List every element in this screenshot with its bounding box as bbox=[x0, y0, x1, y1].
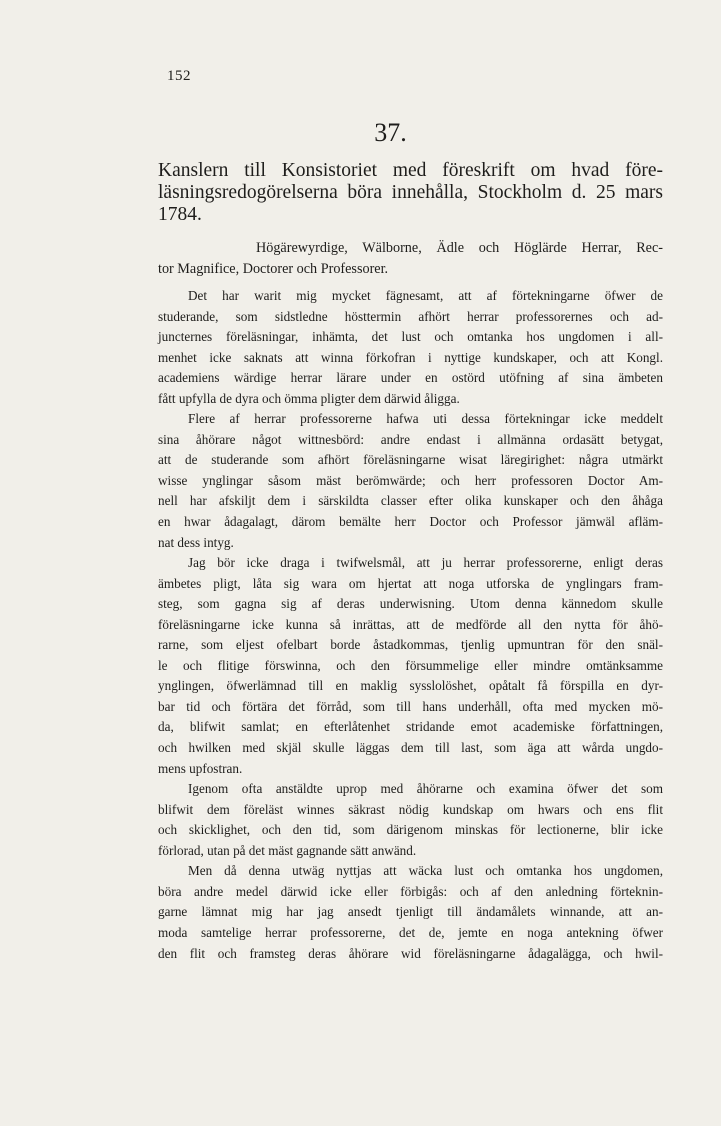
text-line: föreläsningarne icke kunna så inrättas, att de medförde all den nytta för åhö- bbox=[158, 616, 663, 632]
heading-line: 1784. bbox=[158, 204, 202, 225]
text-line: Det har warit mig mycket fägnesamt, att af förtekningarne öfwer de bbox=[188, 288, 663, 303]
text-line: Flere af herrar professorerne hafwa uti dessa förtekningar icke meddelt bbox=[188, 411, 663, 427]
paragraph bbox=[158, 286, 663, 409]
text-line: nat dess intyg. bbox=[158, 534, 234, 550]
body-text bbox=[158, 286, 663, 964]
text-line: menhet icke saknats att winna förkofran i nyttige kundskaper, och att Kongl. bbox=[158, 349, 663, 365]
text-line: academiens wärdige herrar lärare under en ostörd utöfning af sina ämbeten bbox=[158, 370, 663, 386]
text-line: Jag bör icke draga i twifwelsmål, att ju herrar professorerne, enligt deras bbox=[188, 555, 663, 571]
text-line: da, blifwit samlat; en efterlåtenhet stridande emot academiske författningen, bbox=[158, 719, 663, 735]
text-line: juncternes föreläsningar, inhämta, det lust och omtanka hos ungdomen i all- bbox=[158, 329, 663, 345]
text-line: steg, som gagna sig af deras underwisning. Utom denna kännedom skulle bbox=[158, 596, 663, 612]
paragraph bbox=[158, 553, 663, 779]
salutation-line: Högärewyrdige, Wälborne, Ädle och Höglärde Herrar, Rec- bbox=[256, 240, 663, 256]
text-line: förlorad, utan på det mäst gagnande sätt anwänd. bbox=[158, 842, 417, 858]
text-line: garne lämnat mig har jag ansedt tjenligt till ändamålets winnande, att an- bbox=[158, 904, 663, 920]
page-number: 152 bbox=[167, 68, 191, 84]
document-number: 37. bbox=[374, 118, 407, 147]
text-line: att de studerande som afhört föreläsningarne wisat läregirighet: några utmärkt bbox=[158, 452, 663, 468]
text-line: ämbetes pligt, låta sig wara om hjertat att noga utforska de ynglingars fram- bbox=[158, 575, 663, 591]
paragraph bbox=[158, 409, 663, 553]
text-line: moda samtelige herrar professorerne, det de, jemte en noga antekning öfwer bbox=[158, 924, 663, 940]
text-line: rarne, som eljest ofelbart borde åstadkommas, tjenlig upmuntran för den snäl- bbox=[158, 637, 663, 653]
text-line: och hwilken med skjäl skulle läggas dem till last, som äga att wårda ungdo- bbox=[158, 740, 663, 756]
paragraph bbox=[158, 861, 663, 964]
text-line: Men då denna utwäg nyttjas att wäcka lust och omtanka hos ungdomen, bbox=[188, 863, 663, 879]
text-line: wisse ynglingar såsom mäst berömwärde; och herr professoren Doctor Am- bbox=[158, 472, 663, 488]
text-line: studerande, som sidstledne hösttermin afhört herrar professorernes och ad- bbox=[158, 308, 663, 324]
text-line: en hwar ådagalagt, därom bemälte herr Doctor och Professor jämwäl afläm- bbox=[158, 514, 663, 530]
salutation-line: tor Magnifice, Doctorer och Professorer. bbox=[158, 261, 389, 277]
text-line: och skicklighet, och den tid, som därigenom minskas för lectionerne, blir icke bbox=[158, 822, 663, 838]
text-line: bar tid och förtära det förråd, som till hans underhåll, ofta med mycken mö- bbox=[158, 698, 663, 714]
text-line: den flit och framsteg deras åhörare wid föreläsningarne ådagalägga, och hwil- bbox=[158, 945, 663, 961]
text-line: fått upfylla de dyra och ömma pligter dem därwid åligga. bbox=[158, 390, 460, 406]
document-heading bbox=[158, 160, 663, 226]
heading-line: läsningsredogörelserna böra innehålla, Stockholm d. 25 mars bbox=[158, 182, 663, 203]
text-line: böra andre medel därwid icke eller förbigås: och af den anledning förteknin- bbox=[158, 883, 663, 899]
text-line: mens upfostran. bbox=[158, 760, 243, 776]
text-line: le och flitige förswinna, och den försummelige eller mindre omtänksamme bbox=[158, 657, 663, 673]
text-line: blifwit dem föreläst winnes säkrast nödig kundskap om hwars och ens flit bbox=[158, 801, 663, 817]
text-line: ynglingen, öfwerlämnad till en maklig sysslolöshet, opåtalt få förspilla en dyr- bbox=[158, 678, 663, 694]
heading-line: Kanslern till Konsistoriet med föreskrift om hvad före- bbox=[158, 160, 663, 181]
paragraph bbox=[158, 779, 663, 861]
text-line: Igenom ofta anstäldte uprop med åhörarne och examina öfwer det som bbox=[188, 781, 663, 797]
salutation bbox=[158, 238, 663, 280]
text-line: sina åhörare något wittnesbörd: andre endast i allmänna ordasätt betygat, bbox=[158, 431, 663, 447]
text-line: nell har afskiljt dem i särskildta classer efter olika kunskaper och den åhåga bbox=[158, 493, 663, 509]
